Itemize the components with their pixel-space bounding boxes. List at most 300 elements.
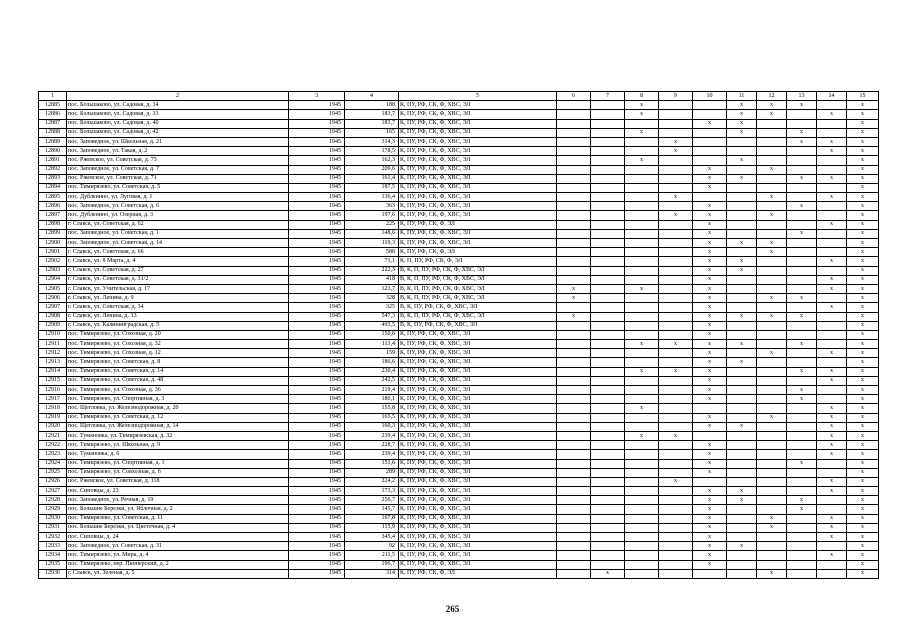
table-cell-col-15: x xyxy=(847,367,879,376)
table-cell-col-13 xyxy=(787,542,817,551)
table-cell-col-9 xyxy=(659,450,693,459)
table-row xyxy=(39,533,879,542)
table-cell-col-5: К, ПУ, РФ, СК, Ф, ХВС, ЭЛ xyxy=(399,193,557,202)
table-cell-col-13 xyxy=(787,450,817,459)
table-cell-col-8 xyxy=(625,312,659,321)
table-cell-col-4: 363 xyxy=(345,202,399,211)
table-cell-col-14: x xyxy=(817,303,847,312)
table-cell-col-5: К, ПУ, РФ, СК, Ф, ХВС, ЭЛ xyxy=(399,110,557,119)
table-cell-col-6 xyxy=(557,560,591,569)
table-cell-col-5: К, ПУ, РФ, СК, Ф, ХВС, ЭЛ xyxy=(399,340,557,349)
table-cell-col-6 xyxy=(557,229,591,238)
table-cell-col-5: В, К, П, ПУ, РФ, СК, Ф, ХВС, ЭЛ xyxy=(399,266,557,275)
table-cell-col-10 xyxy=(693,193,727,202)
table-cell-col-8 xyxy=(625,303,659,312)
table-cell-col-12 xyxy=(757,321,787,330)
table-cell-col-12: x xyxy=(757,165,787,174)
table-cell-col-2: пос. Ржевское, ул. Советская, д. 118 xyxy=(67,477,289,486)
table-cell-col-9 xyxy=(659,284,693,293)
table-cell-col-11 xyxy=(727,202,757,211)
table-cell-col-4: 71,1 xyxy=(345,257,399,266)
table-cell-col-13 xyxy=(787,156,817,165)
table-cell-col-10: x xyxy=(693,468,727,477)
table-cell-col-10: x xyxy=(693,496,727,505)
table-cell-col-7 xyxy=(591,275,625,284)
table-cell-col-4: 314,3 xyxy=(345,137,399,146)
table-cell-col-7 xyxy=(591,248,625,257)
table-cell-col-9 xyxy=(659,119,693,128)
table-cell-col-3: 1945 xyxy=(289,542,345,551)
table-cell-col-8 xyxy=(625,211,659,220)
table-cell-col-2: пос. Большаково, ул. Садовая, д. 33 xyxy=(67,110,289,119)
column-header-8: 8 xyxy=(625,92,659,101)
table-cell-col-5: К, ПУ, РФ, СК, Ф, ХВС, ЭЛ xyxy=(399,147,557,156)
table-cell-col-4: 239,4 xyxy=(345,450,399,459)
table-cell-col-3: 1945 xyxy=(289,165,345,174)
table-cell-col-8 xyxy=(625,551,659,560)
table-cell-col-15: x xyxy=(847,202,879,211)
table-cell-col-12: x xyxy=(757,312,787,321)
table-cell-col-13: x xyxy=(787,294,817,303)
table-cell-col-2: пос. Заповедное, ул. Школьная, д. 21 xyxy=(67,137,289,146)
table-cell-col-13 xyxy=(787,248,817,257)
table-row xyxy=(39,487,879,496)
table-cell-col-11 xyxy=(727,183,757,192)
table-row xyxy=(39,239,879,248)
table-cell-col-1: 12914 xyxy=(39,367,67,376)
table-cell-col-9 xyxy=(659,496,693,505)
table-cell-col-1: 12911 xyxy=(39,340,67,349)
table-cell-col-15: x xyxy=(847,248,879,257)
table-cell-col-10: x xyxy=(693,294,727,303)
table-cell-col-10: x xyxy=(693,450,727,459)
table-cell-col-14: x xyxy=(817,422,847,431)
table-cell-col-2: пос. Тумановка, д. 6 xyxy=(67,450,289,459)
table-cell-col-5: К, ПУ, РФ, СК, Ф, ХВС, ЭЛ xyxy=(399,330,557,339)
table-cell-col-11 xyxy=(727,459,757,468)
table-cell-col-13: x xyxy=(787,101,817,110)
table-cell-col-5: К, ПУ, РФ, СК, Ф, ХВС, ЭЛ xyxy=(399,468,557,477)
table-cell-col-11: x xyxy=(727,257,757,266)
table-cell-col-3: 1945 xyxy=(289,220,345,229)
table-cell-col-13 xyxy=(787,422,817,431)
table-row xyxy=(39,266,879,275)
table-cell-col-8 xyxy=(625,193,659,202)
table-cell-col-6 xyxy=(557,137,591,146)
table-cell-col-10: x xyxy=(693,349,727,358)
table-cell-col-9 xyxy=(659,395,693,404)
table-cell-col-1: 12921 xyxy=(39,431,67,440)
table-cell-col-11 xyxy=(727,477,757,486)
table-cell-col-6 xyxy=(557,431,591,440)
table-cell-col-1: 12904 xyxy=(39,275,67,284)
table-cell-col-1: 12929 xyxy=(39,505,67,514)
table-row xyxy=(39,523,879,532)
table-cell-col-5: К, ПУ, РФ, СК, Ф, ХВС, ЭЛ xyxy=(399,505,557,514)
table-cell-col-5: К, ПУ, РФ, СК, Ф, ХВС, ЭЛ xyxy=(399,523,557,532)
table-cell-col-12 xyxy=(757,431,787,440)
table-cell-col-5: К, ПУ, РФ, СК, Ф, ХВС, ЭЛ xyxy=(399,496,557,505)
table-cell-col-3: 1945 xyxy=(289,422,345,431)
table-cell-col-7 xyxy=(591,459,625,468)
table-cell-col-13 xyxy=(787,211,817,220)
table-cell-col-9 xyxy=(659,266,693,275)
table-cell-col-13: x xyxy=(787,395,817,404)
table-cell-col-11 xyxy=(727,211,757,220)
table-cell-col-10: x xyxy=(693,229,727,238)
table-cell-col-15: x xyxy=(847,119,879,128)
table-cell-col-11 xyxy=(727,193,757,202)
table-cell-col-6 xyxy=(557,523,591,532)
table-cell-col-4: 183,7 xyxy=(345,110,399,119)
table-cell-col-11 xyxy=(727,441,757,450)
table-cell-col-2: пос. Тимирязево, ул. Советская, д. 11 xyxy=(67,514,289,523)
table-cell-col-1: 12889 xyxy=(39,137,67,146)
table-cell-col-13 xyxy=(787,477,817,486)
table-row xyxy=(39,330,879,339)
table-cell-col-6 xyxy=(557,496,591,505)
table-cell-col-14: x xyxy=(817,110,847,119)
table-cell-col-15: x xyxy=(847,533,879,542)
table-cell-col-2: пос. Тимирязево, ул. Советская, д. 8 xyxy=(67,358,289,367)
table-cell-col-3: 1945 xyxy=(289,349,345,358)
table-row xyxy=(39,468,879,477)
table-cell-col-9 xyxy=(659,376,693,385)
table-row xyxy=(39,110,879,119)
table-cell-col-8 xyxy=(625,533,659,542)
table-cell-col-6 xyxy=(557,487,591,496)
table-cell-col-7 xyxy=(591,257,625,266)
table-cell-col-2: пос. Большие Березки, ул. Цветочная, д. 4 xyxy=(67,523,289,532)
table-cell-col-2: г. Славск, ул. Калининградская, д. 5 xyxy=(67,321,289,330)
table-cell-col-15: x xyxy=(847,303,879,312)
table-cell-col-2: пос. Заповедное, ул. Такая, д. 2 xyxy=(67,147,289,156)
table-cell-col-1: 12933 xyxy=(39,542,67,551)
table-cell-col-15: x xyxy=(847,229,879,238)
table-cell-col-4: 345,4 xyxy=(345,533,399,542)
table-cell-col-2: пос. Тимирязево, ул. Сохозная, д. 12 xyxy=(67,349,289,358)
table-cell-col-6: x xyxy=(557,294,591,303)
table-cell-col-8 xyxy=(625,119,659,128)
table-cell-col-9: x xyxy=(659,431,693,440)
table-cell-col-7 xyxy=(591,147,625,156)
table-cell-col-3: 1945 xyxy=(289,229,345,238)
table-row xyxy=(39,119,879,128)
table-cell-col-13: x xyxy=(787,459,817,468)
table-cell-col-12 xyxy=(757,137,787,146)
table-cell-col-5: К, ПУ, РФ, СК, Ф, ХВС, ЭЛ xyxy=(399,386,557,395)
table-cell-col-12: x xyxy=(757,413,787,422)
table-cell-col-5: К, ПУ, РФ, СК, Ф, ХВС, ЭЛ xyxy=(399,514,557,523)
table-cell-col-9 xyxy=(659,202,693,211)
table-cell-col-11 xyxy=(727,468,757,477)
table-cell-col-3: 1945 xyxy=(289,193,345,202)
table-cell-col-15: x xyxy=(847,266,879,275)
table-body xyxy=(39,101,879,579)
table-cell-col-10: x xyxy=(693,284,727,293)
table-cell-col-3: 1945 xyxy=(289,569,345,578)
table-cell-col-11: x xyxy=(727,239,757,248)
table-cell-col-2: пос. Заповедное, ул. Советская, д. 14 xyxy=(67,239,289,248)
table-cell-col-5: К, ПУ, РФ, СК, Ф, ХВС, ЭЛ xyxy=(399,422,557,431)
table-cell-col-1: 12896 xyxy=(39,202,67,211)
table-cell-col-12: x xyxy=(757,101,787,110)
register-table-container xyxy=(38,91,866,579)
table-cell-col-9 xyxy=(659,303,693,312)
table-cell-col-13 xyxy=(787,431,817,440)
table-cell-col-7 xyxy=(591,137,625,146)
table-cell-col-14 xyxy=(817,239,847,248)
table-cell-col-15: x xyxy=(847,422,879,431)
table-cell-col-15: x xyxy=(847,413,879,422)
table-cell-col-6 xyxy=(557,386,591,395)
table-cell-col-9: x xyxy=(659,367,693,376)
table-cell-col-4: 165 xyxy=(345,128,399,137)
table-cell-col-4: 256,7 xyxy=(345,496,399,505)
table-cell-col-5: К, ПУ, РФ, СК, Ф, ХВС, ЭЛ xyxy=(399,202,557,211)
table-cell-col-7 xyxy=(591,211,625,220)
table-cell-col-5: В, К, ПУ, РФ, СК, Ф, ХВС, ЭЛ xyxy=(399,321,557,330)
table-cell-col-13 xyxy=(787,257,817,266)
table-cell-col-8 xyxy=(625,386,659,395)
table-cell-col-5: К, ПУ, РФ, СК, Ф, ХВС, ЭЛ xyxy=(399,349,557,358)
table-cell-col-14 xyxy=(817,395,847,404)
table-cell-col-13 xyxy=(787,193,817,202)
table-cell-col-13: x xyxy=(787,386,817,395)
table-cell-col-10: x xyxy=(693,119,727,128)
table-cell-col-11 xyxy=(727,349,757,358)
table-cell-col-3: 1945 xyxy=(289,340,345,349)
table-cell-col-3: 1945 xyxy=(289,303,345,312)
table-cell-col-4: 228,7 xyxy=(345,441,399,450)
table-row xyxy=(39,349,879,358)
table-cell-col-2: пос. Тимирязево, ул. Советская, д. 14 xyxy=(67,367,289,376)
table-cell-col-10: x xyxy=(693,321,727,330)
table-cell-col-7 xyxy=(591,284,625,293)
table-cell-col-12 xyxy=(757,156,787,165)
table-cell-col-7 xyxy=(591,312,625,321)
table-cell-col-14 xyxy=(817,248,847,257)
table-cell-col-12 xyxy=(757,533,787,542)
table-cell-col-3: 1945 xyxy=(289,551,345,560)
table-cell-col-4: 162,3 xyxy=(345,156,399,165)
table-cell-col-6 xyxy=(557,202,591,211)
table-cell-col-11: x xyxy=(727,119,757,128)
table-cell-col-3: 1945 xyxy=(289,266,345,275)
table-row xyxy=(39,275,879,284)
table-cell-col-2: пос. Дубленино, ул. Луговая, д. 1 xyxy=(67,193,289,202)
table-cell-col-3: 1945 xyxy=(289,248,345,257)
table-cell-col-14 xyxy=(817,266,847,275)
table-cell-col-11 xyxy=(727,404,757,413)
table-cell-col-15: x xyxy=(847,101,879,110)
table-cell-col-13 xyxy=(787,330,817,339)
table-row xyxy=(39,257,879,266)
table-cell-col-6 xyxy=(557,101,591,110)
table-cell-col-14 xyxy=(817,505,847,514)
table-cell-col-13 xyxy=(787,303,817,312)
table-cell-col-5: К, ПУ, РФ, СК, Ф, ХВС, ЭЛ xyxy=(399,459,557,468)
table-cell-col-7 xyxy=(591,533,625,542)
table-cell-col-3: 1945 xyxy=(289,183,345,192)
table-cell-col-4: 242,5 xyxy=(345,376,399,385)
table-cell-col-9 xyxy=(659,165,693,174)
table-cell-col-10: x xyxy=(693,523,727,532)
table-cell-col-14 xyxy=(817,165,847,174)
table-cell-col-4: 230,4 xyxy=(345,367,399,376)
table-cell-col-13: x xyxy=(787,367,817,376)
table-cell-col-14: x xyxy=(817,450,847,459)
table-cell-col-5: К, ПУ, РФ, СК, Ф, ХВС, ЭЛ xyxy=(399,358,557,367)
table-cell-col-15: x xyxy=(847,349,879,358)
table-cell-col-14 xyxy=(817,101,847,110)
table-cell-col-3: 1945 xyxy=(289,101,345,110)
table-cell-col-9 xyxy=(659,312,693,321)
table-cell-col-8 xyxy=(625,137,659,146)
table-cell-col-15: x xyxy=(847,183,879,192)
table-cell-col-3: 1945 xyxy=(289,431,345,440)
table-cell-col-4: 239,4 xyxy=(345,431,399,440)
table-cell-col-8 xyxy=(625,523,659,532)
table-cell-col-6 xyxy=(557,450,591,459)
table-cell-col-10 xyxy=(693,477,727,486)
table-cell-col-3: 1945 xyxy=(289,137,345,146)
table-cell-col-15: x xyxy=(847,294,879,303)
table-cell-col-6 xyxy=(557,183,591,192)
table-cell-col-11 xyxy=(727,137,757,146)
table-cell-col-10: x xyxy=(693,220,727,229)
table-cell-col-10: x xyxy=(693,239,727,248)
table-cell-col-5: К, ПУ, РФ, СК, Ф, ХВС, ЭЛ xyxy=(399,174,557,183)
table-cell-col-8 xyxy=(625,220,659,229)
table-cell-col-14: x xyxy=(817,413,847,422)
table-cell-col-10: x xyxy=(693,211,727,220)
table-cell-col-1: 12912 xyxy=(39,349,67,358)
table-cell-col-1: 12890 xyxy=(39,147,67,156)
table-cell-col-1: 12894 xyxy=(39,183,67,192)
table-cell-col-2: пос. Ржевское, ул. Советская, д. 75 xyxy=(67,156,289,165)
table-cell-col-7 xyxy=(591,551,625,560)
table-row xyxy=(39,165,879,174)
column-header-6: 6 xyxy=(557,92,591,101)
table-cell-col-7 xyxy=(591,487,625,496)
table-cell-col-8 xyxy=(625,165,659,174)
table-cell-col-2: пос. Большаково, ул. Садовая, д. 40 xyxy=(67,119,289,128)
table-cell-col-15: x xyxy=(847,450,879,459)
table-cell-col-15: x xyxy=(847,275,879,284)
table-cell-col-10: x xyxy=(693,303,727,312)
table-cell-col-8 xyxy=(625,395,659,404)
page-number: 265 xyxy=(445,604,460,614)
table-cell-col-14 xyxy=(817,459,847,468)
table-row xyxy=(39,404,879,413)
table-cell-col-6 xyxy=(557,459,591,468)
table-cell-col-13: x xyxy=(787,128,817,137)
table-cell-col-5: К, ПУ, РФ, СК, Ф, ХВС, ЭЛ xyxy=(399,413,557,422)
table-cell-col-1: 12901 xyxy=(39,248,67,257)
table-cell-col-12 xyxy=(757,266,787,275)
table-cell-col-12: x xyxy=(757,193,787,202)
table-cell-col-12 xyxy=(757,183,787,192)
table-cell-col-2: г. Славск, ул. Советская, д. 27 xyxy=(67,266,289,275)
table-row xyxy=(39,367,879,376)
table-cell-col-12 xyxy=(757,330,787,339)
table-cell-col-13 xyxy=(787,321,817,330)
table-row xyxy=(39,183,879,192)
table-cell-col-11: x xyxy=(727,156,757,165)
table-cell-col-6 xyxy=(557,128,591,137)
table-cell-col-9 xyxy=(659,569,693,578)
table-cell-col-8 xyxy=(625,542,659,551)
table-cell-col-1: 12892 xyxy=(39,165,67,174)
table-cell-col-3: 1945 xyxy=(289,211,345,220)
table-cell-col-12 xyxy=(757,450,787,459)
table-cell-col-5: К, ПУ, РФ, СК, Ф, ХВС, ЭЛ xyxy=(399,239,557,248)
table-cell-col-11 xyxy=(727,284,757,293)
table-cell-col-4: 113,4 xyxy=(345,340,399,349)
table-cell-col-6 xyxy=(557,542,591,551)
table-cell-col-10: x xyxy=(693,459,727,468)
table-cell-col-9 xyxy=(659,560,693,569)
table-cell-col-12: x xyxy=(757,110,787,119)
table-cell-col-14 xyxy=(817,496,847,505)
table-cell-col-14: x xyxy=(817,257,847,266)
table-row xyxy=(39,248,879,257)
table-cell-col-10: x xyxy=(693,413,727,422)
table-cell-col-3: 1945 xyxy=(289,202,345,211)
table-cell-col-10: x xyxy=(693,505,727,514)
column-header-4: 4 xyxy=(345,92,399,101)
table-cell-col-12: x xyxy=(757,349,787,358)
table-cell-col-8 xyxy=(625,349,659,358)
table-cell-col-9 xyxy=(659,358,693,367)
table-cell-col-4: 547,3 xyxy=(345,312,399,321)
table-cell-col-13 xyxy=(787,533,817,542)
table-cell-col-8 xyxy=(625,321,659,330)
table-cell-col-7 xyxy=(591,193,625,202)
table-cell-col-3: 1945 xyxy=(289,386,345,395)
table-cell-col-2: г. Славск, ул. 8 Марта, д. 4 xyxy=(67,257,289,266)
column-header-15: 15 xyxy=(847,92,879,101)
table-cell-col-14: x xyxy=(817,147,847,156)
table-cell-col-1: 12919 xyxy=(39,413,67,422)
table-cell-col-2: пос. Тимирязево, ул. Сохозная, д. 36 xyxy=(67,386,289,395)
table-cell-col-9 xyxy=(659,551,693,560)
table-cell-col-14: x xyxy=(817,441,847,450)
table-cell-col-9 xyxy=(659,441,693,450)
table-cell-col-8 xyxy=(625,330,659,339)
table-cell-col-6 xyxy=(557,147,591,156)
table-cell-col-5: К, ПУ, РФ, СК, Ф, ХВС, ЭЛ xyxy=(399,101,557,110)
table-cell-col-15: x xyxy=(847,431,879,440)
table-cell-col-4: 92 xyxy=(345,542,399,551)
table-row xyxy=(39,505,879,514)
table-cell-col-6 xyxy=(557,349,591,358)
table-cell-col-6 xyxy=(557,367,591,376)
table-row xyxy=(39,220,879,229)
table-cell-col-6 xyxy=(557,477,591,486)
table-cell-col-6 xyxy=(557,358,591,367)
table-cell-col-9 xyxy=(659,404,693,413)
table-row xyxy=(39,542,879,551)
table-cell-col-10: x xyxy=(693,330,727,339)
table-cell-col-3: 1945 xyxy=(289,441,345,450)
table-cell-col-8 xyxy=(625,422,659,431)
table-cell-col-7 xyxy=(591,165,625,174)
table-cell-col-5: К, ПУ, РФ, СК, Ф, ХВС, ЭЛ xyxy=(399,450,557,459)
table-cell-col-13 xyxy=(787,468,817,477)
column-header-1: 1 xyxy=(39,92,67,101)
